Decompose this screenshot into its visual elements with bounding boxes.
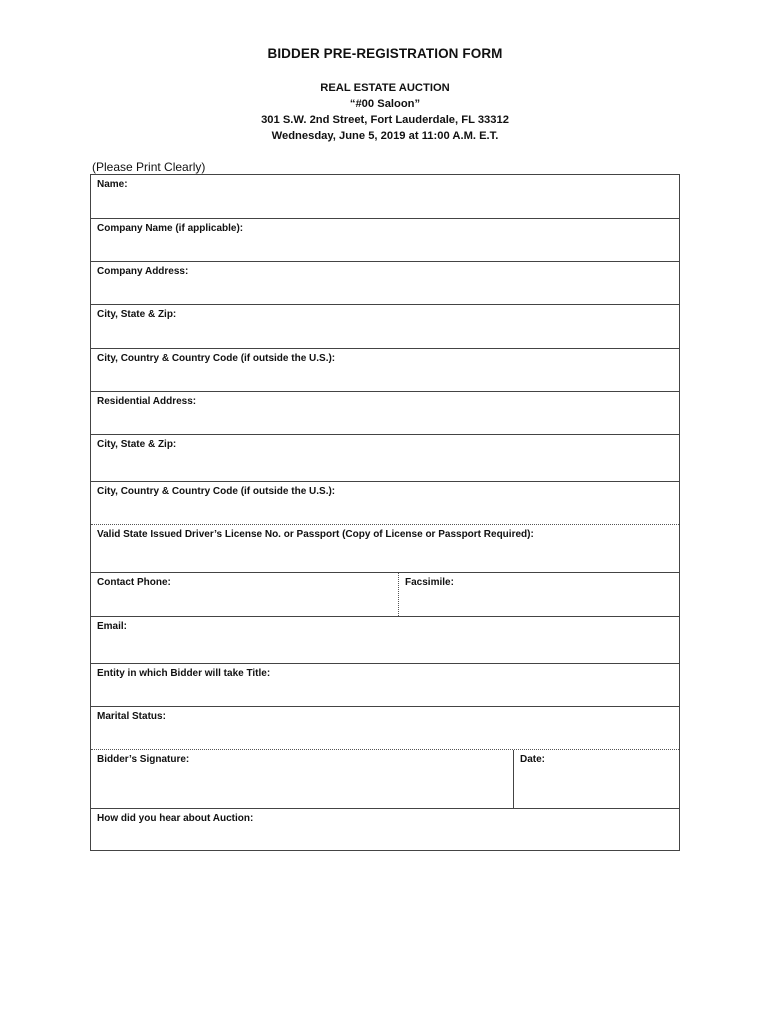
marital-status-field[interactable] — [91, 707, 679, 750]
signature-field[interactable] — [91, 750, 513, 808]
company-address-label: Company Address: — [97, 266, 189, 277]
company-name-field[interactable] — [91, 219, 679, 262]
date-label: Date: — [520, 754, 546, 765]
facsimile-field[interactable] — [398, 573, 679, 616]
print-instructions: (Please Print Clearly) — [92, 160, 206, 174]
entity-field[interactable] — [91, 664, 679, 707]
contact-phone-label: Contact Phone: — [97, 577, 171, 588]
property-address: 301 S.W. 2nd Street, Fort Lauderdale, FL 33312 — [261, 114, 509, 126]
residential-city-state-zip-field[interactable] — [91, 435, 679, 482]
name-label: Name: — [97, 179, 128, 190]
residential-address-field[interactable] — [91, 392, 679, 435]
form-title: BIDDER PRE-REGISTRATION FORM — [267, 46, 503, 61]
contact-phone-field[interactable] — [91, 573, 398, 616]
marital-status-label: Marital Status: — [97, 711, 166, 722]
registration-table — [90, 174, 680, 851]
company-address-field[interactable] — [91, 262, 679, 305]
email-field[interactable] — [91, 617, 679, 664]
auction-type: REAL ESTATE AUCTION — [320, 82, 450, 94]
email-label: Email: — [97, 621, 128, 632]
company-name-label: Company Name (if applicable): — [97, 223, 244, 234]
company-city-state-zip-label: City, State & Zip: — [97, 309, 177, 320]
signature-date-row — [91, 750, 679, 809]
date-field[interactable] — [513, 750, 679, 808]
residential-city-state-zip-label: City, State & Zip: — [97, 439, 177, 450]
signature-label: Bidder’s Signature: — [97, 754, 190, 765]
referral-field[interactable] — [91, 809, 679, 850]
entity-label: Entity in which Bidder will take Title: — [97, 668, 271, 679]
facsimile-label: Facsimile: — [405, 577, 454, 588]
referral-label: How did you hear about Auction: — [97, 813, 254, 824]
property-name: “#00 Saloon” — [349, 98, 421, 110]
company-country-label: City, Country & Country Code (if outside the U.S.): — [97, 353, 336, 364]
phone-fax-row — [91, 573, 679, 617]
auction-date-time: Wednesday, June 5, 2019 at 11:00 A.M. E.T. — [271, 130, 499, 142]
company-country-field[interactable] — [91, 349, 679, 392]
residential-address-label: Residential Address: — [97, 396, 197, 407]
residential-country-field[interactable] — [91, 482, 679, 525]
license-label: Valid State Issued Driver’s License No. or Passport (Copy of License or Passport Required): — [97, 529, 534, 540]
residential-country-label: City, Country & Country Code (if outside the U.S.): — [97, 486, 336, 497]
name-field[interactable] — [91, 175, 679, 219]
license-field[interactable] — [91, 525, 679, 573]
company-city-state-zip-field[interactable] — [91, 305, 679, 349]
